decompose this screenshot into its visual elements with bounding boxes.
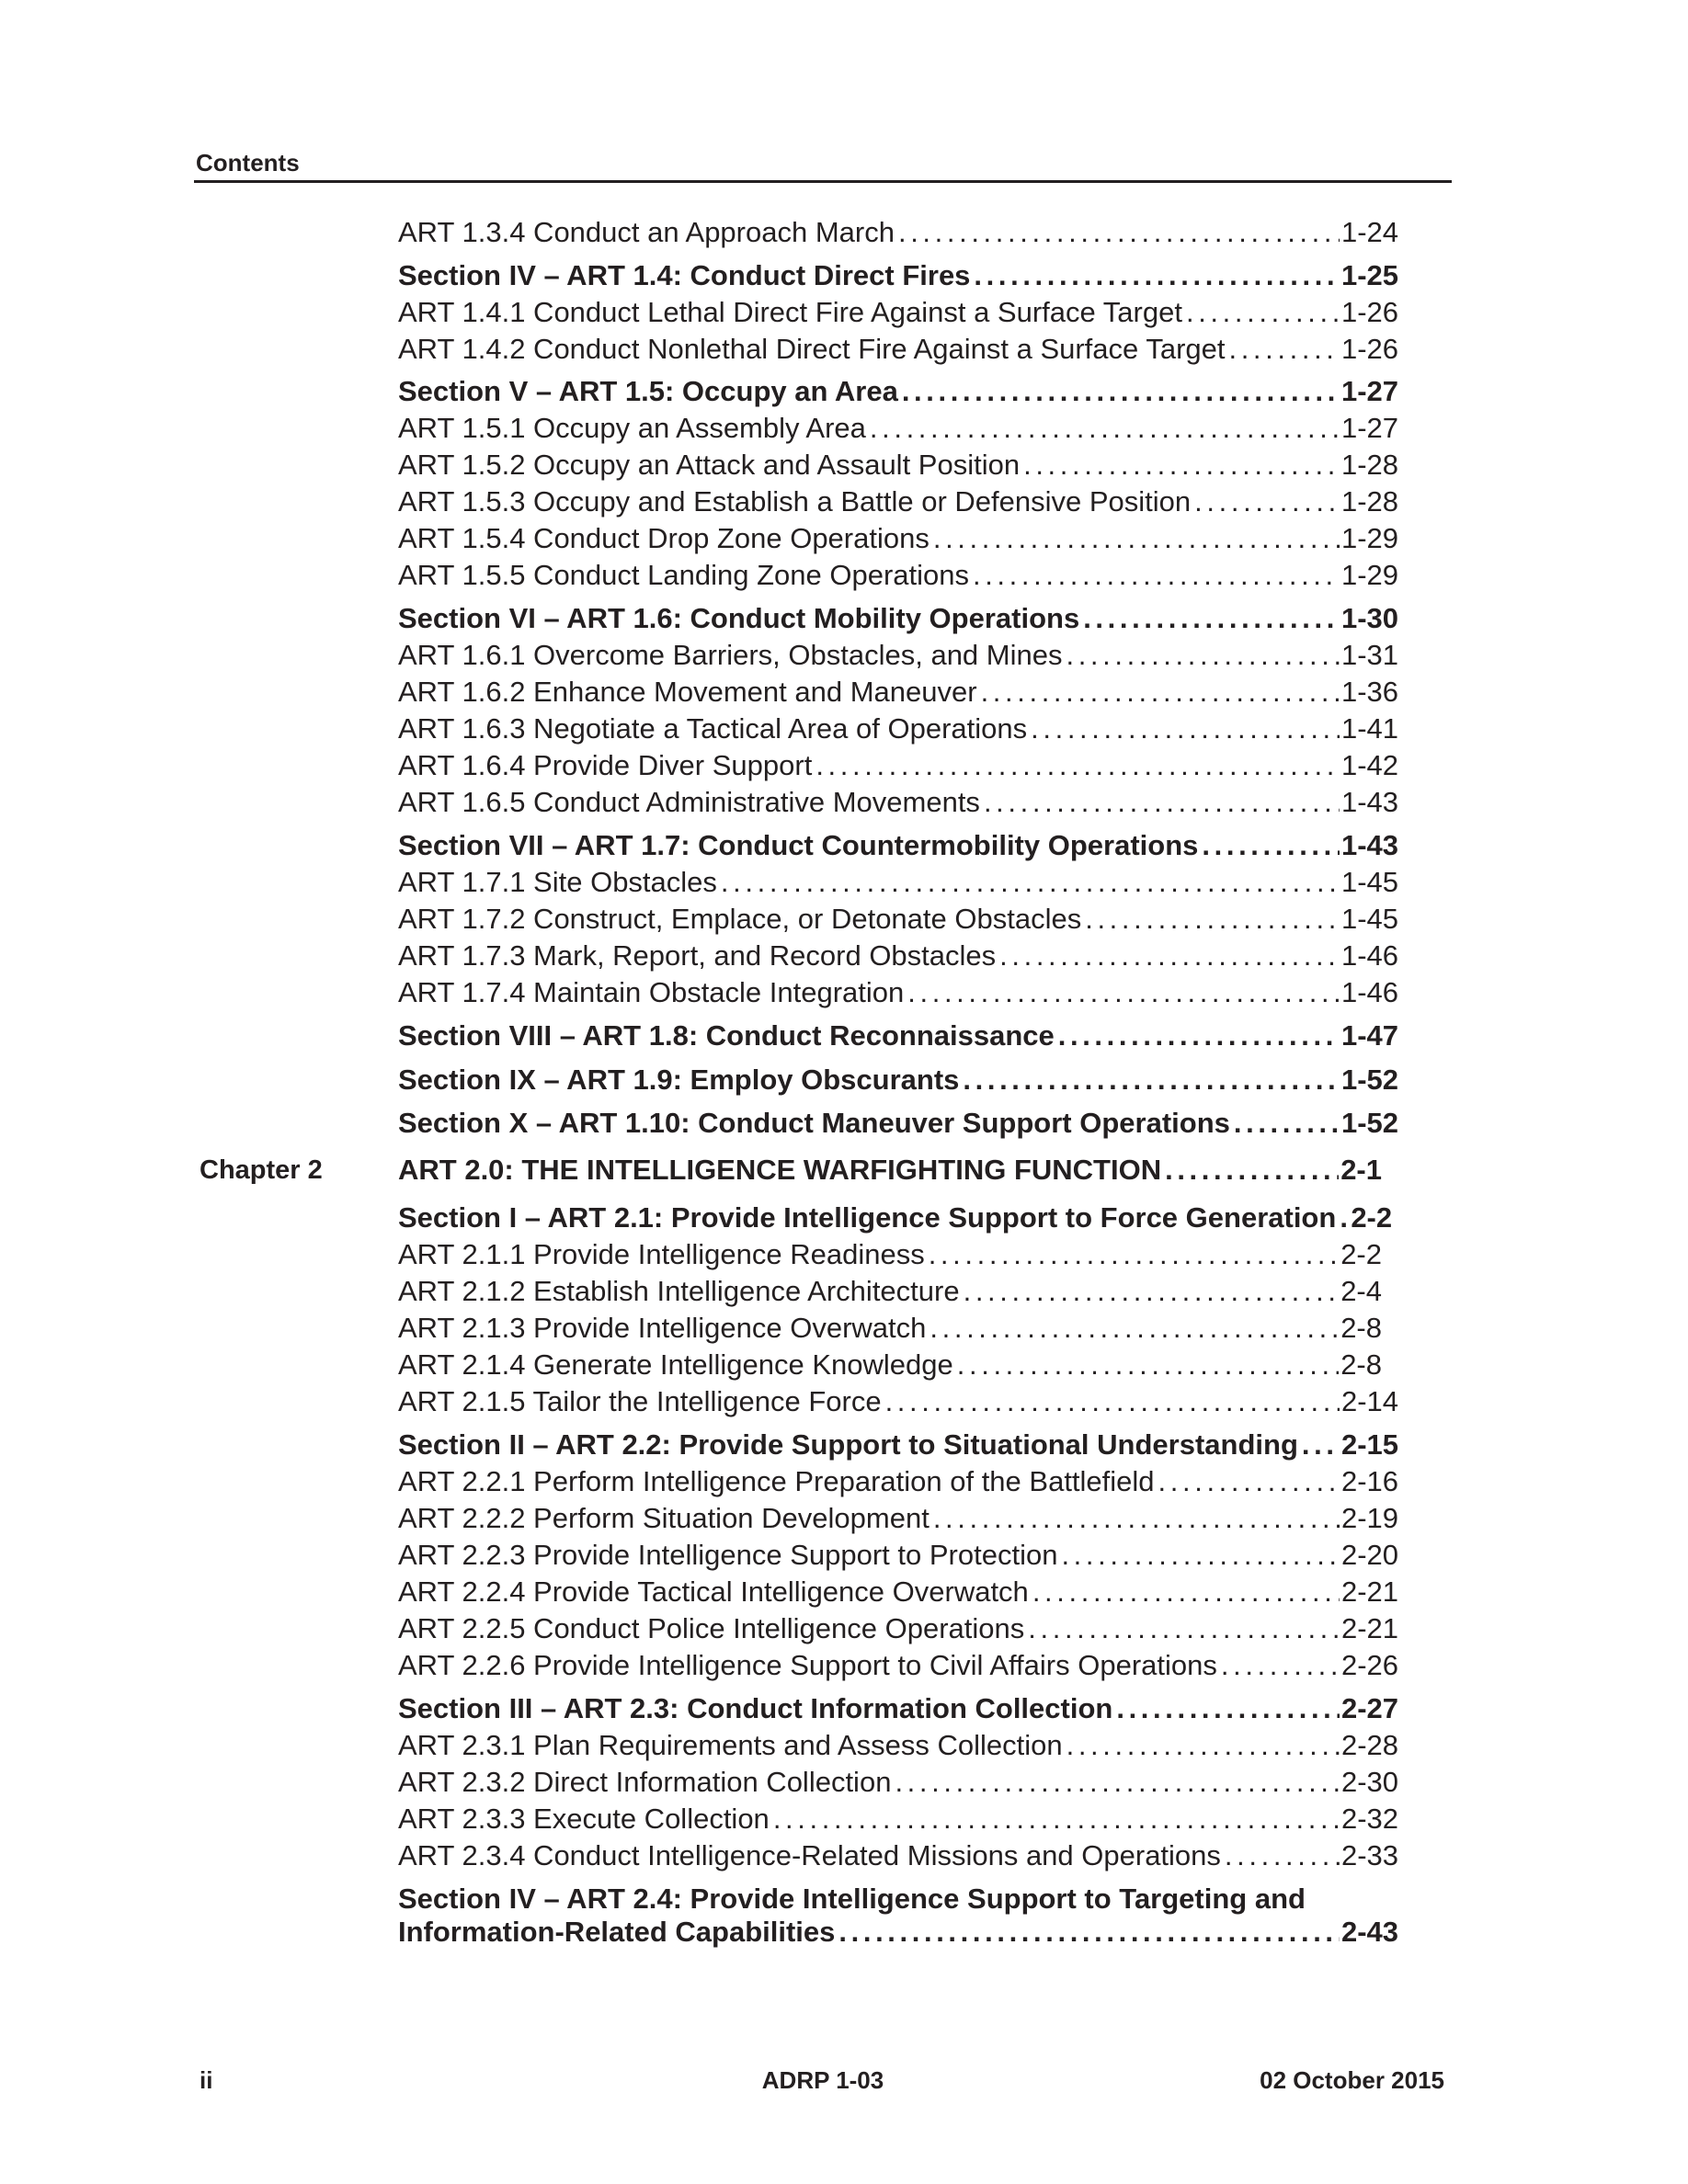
toc-entry-page: 2-43 [1340,1916,1398,1948]
toc-entry-title: ART 1.5.1 Occupy an Assembly Area [398,412,866,444]
toc-entry-title: ART 2.1.3 Provide Intelligence Overwatch [398,1312,927,1344]
dot-leader [898,214,1340,251]
toc-entry [398,711,1398,747]
toc-entry [398,864,1398,901]
toc-entry-title: ART 2.3.4 Conduct Intelligence-Related Missions and Operations [398,1839,1221,1871]
toc-entry-title: ART 1.3.4 Conduct an Approach March [398,216,895,248]
toc-entry-title: ART 1.5.5 Conduct Landing Zone Operations [398,559,969,591]
toc-entry [398,1727,1398,1764]
toc-entry-title: ART 2.0: THE INTELLIGENCE WARFIGHTING FUNCTION [398,1154,1162,1186]
toc-entry-page: 1-29 [1340,522,1398,554]
toc-entry-page: 1-29 [1340,559,1398,591]
page-header: Contents [196,149,300,176]
toc-entry-title: ART 1.5.3 Occupy and Establish a Battle or Defensive Position [398,485,1192,518]
toc-entry-title: Section II – ART 2.2: Provide Support to Situational Understanding [398,1428,1298,1461]
dot-leader [984,784,1340,821]
dot-leader [895,1764,1340,1801]
toc-section-entry [398,1018,1398,1054]
toc-entry-page: 1-43 [1340,786,1398,818]
toc-entry-title: ART 2.2.6 Provide Intelligence Support to Civil Affairs Operations [398,1649,1217,1681]
toc-entry-title: ART 2.3.1 Plan Requirements and Assess Collection [398,1729,1063,1761]
toc-entry-title: Section VI – ART 1.6: Conduct Mobility Operations [398,602,1080,634]
toc-entry-page: 1-46 [1340,939,1398,972]
toc-entry [398,784,1398,821]
toc-entry [398,1837,1398,1874]
dot-leader [1058,1018,1340,1054]
toc-entry-page: 2-4 [1340,1275,1382,1307]
dot-leader [1225,1837,1340,1874]
toc-section-entry [398,1914,1398,1951]
toc-entry [398,1273,1382,1310]
toc-entry-page: 2-2 [1351,1201,1393,1234]
toc-entry [398,410,1398,447]
toc-entry-page: 1-43 [1340,829,1398,861]
toc-section-entry [398,1062,1398,1098]
toc-entry-page: 1-28 [1340,485,1398,518]
toc-entry [398,483,1398,520]
toc-entry-page: 1-31 [1340,639,1398,671]
toc-entry-title: Section IV – ART 1.4: Conduct Direct Fires [398,259,971,291]
toc-entry-title: ART 1.6.5 Conduct Administrative Movements [398,786,980,818]
toc-entry [398,1801,1398,1837]
dot-leader [1202,827,1340,864]
toc-entry-title: ART 2.1.5 Tailor the Intelligence Force [398,1385,882,1417]
dot-leader [1234,1105,1340,1142]
dot-leader [1032,1574,1340,1610]
toc-entry [398,938,1398,974]
toc-entry-page: 1-26 [1340,296,1398,328]
toc-entry [398,1574,1398,1610]
toc-section-entry [398,600,1398,637]
dot-leader [999,938,1340,974]
chapter-label: Chapter 2 [200,1155,323,1185]
toc-entry-page: 1-30 [1340,602,1398,634]
toc-entry-page: 1-41 [1340,712,1398,745]
toc-entry-page: 1-52 [1340,1107,1398,1139]
toc-section-entry [398,827,1398,864]
toc-entry-page: 2-30 [1340,1766,1398,1798]
toc-section-entry [398,1200,1393,1236]
dot-leader [907,974,1340,1011]
toc-section-entry-line1: Section IV – ART 2.4: Provide Intelligence Support to Targeting and [398,1883,1306,1915]
toc-section-entry [398,1690,1398,1727]
toc-entry [398,214,1398,251]
toc-entry-page: 1-42 [1340,749,1398,781]
toc-entry-page: 2-19 [1340,1502,1398,1534]
toc-entry-page: 2-8 [1340,1348,1382,1381]
dot-leader [973,557,1340,594]
toc-entry [398,1500,1398,1537]
toc-entry-title: Section VIII – ART 1.8: Conduct Reconnaissance [398,1019,1055,1052]
dot-leader [963,1062,1340,1098]
toc-entry [398,1383,1398,1420]
toc-entry-title: ART 1.5.2 Occupy an Attack and Assault Position [398,449,1021,481]
dot-leader [1116,1690,1340,1727]
toc-entry [398,1310,1382,1347]
toc-entry-title: Section X – ART 1.10: Conduct Maneuver Support Operations [398,1107,1230,1139]
toc-entry [398,447,1398,483]
toc-entry-page: 2-20 [1340,1539,1398,1571]
toc-entry [398,557,1398,594]
toc-section-entry [398,1105,1398,1142]
toc-entry [398,974,1398,1011]
dot-leader [721,864,1340,901]
toc-entry-title: ART 2.2.2 Perform Situation Development [398,1502,930,1534]
toc-entry-title: Section IX – ART 1.9: Employ Obscurants [398,1064,960,1096]
toc-entry-page: 2-27 [1340,1692,1398,1724]
dot-leader [1186,294,1340,331]
dot-leader [974,257,1340,294]
toc-entry [398,1610,1398,1647]
dot-leader [930,1310,1339,1347]
toc-entry-title: ART 2.1.4 Generate Intelligence Knowledge [398,1348,953,1381]
toc-entry-title: Section VII – ART 1.7: Conduct Countermobility Operations [398,829,1199,861]
toc-entry-title: Section III – ART 2.3: Conduct Information Collection [398,1692,1113,1724]
toc-entry-page: 1-27 [1340,375,1398,407]
toc-entry-title: ART 2.1.1 Provide Intelligence Readiness [398,1238,925,1270]
dot-leader [1340,1200,1349,1236]
toc-entry-title: Section V – ART 1.5: Occupy an Area [398,375,898,407]
toc-entry-page: 1-28 [1340,449,1398,481]
toc-entry-title: ART 2.2.1 Perform Intelligence Preparation of the Battlefield [398,1465,1155,1497]
toc-entry-title: ART 1.4.2 Conduct Nonlethal Direct Fire Against a Surface Target [398,333,1226,365]
dot-leader [957,1347,1339,1383]
toc-entry-title: ART 2.2.4 Provide Tactical Intelligence Overwatch [398,1575,1029,1608]
toc-entry-page: 1-46 [1340,976,1398,1008]
toc-entry-page: 2-1 [1340,1154,1382,1186]
toc-entry-title: ART 1.7.2 Construct, Emplace, or Detonate Obstacles [398,903,1082,935]
dot-leader [1023,447,1340,483]
toc-entry-title: Information-Related Capabilities [398,1916,836,1948]
toc-entry-page: 2-15 [1340,1428,1398,1461]
toc-section-entry [398,1427,1398,1463]
dot-leader [1066,637,1339,674]
toc-entry [398,294,1398,331]
toc-entry-title: ART 2.2.5 Conduct Police Intelligence Operations [398,1612,1025,1644]
toc-entry-page: 1-27 [1340,412,1398,444]
toc-entry [398,1236,1382,1273]
toc-entry-page: 1-36 [1340,676,1398,708]
toc-entry-page: 1-25 [1340,259,1398,291]
toc-entry-page: 2-33 [1340,1839,1398,1871]
toc-entry-page: 2-32 [1340,1803,1398,1835]
toc-chapter-entry [398,1152,1382,1189]
toc-entry [398,1647,1398,1684]
toc-entry-title: ART 1.6.1 Overcome Barriers, Obstacles, and Mines [398,639,1063,671]
dot-leader [838,1914,1340,1951]
toc-entry [398,747,1398,784]
toc-entry-page: 1-52 [1340,1064,1398,1096]
toc-entry-title: ART 2.3.2 Direct Information Collection [398,1766,892,1798]
footer-date: 02 October 2015 [1260,2066,1444,2094]
toc-entry-title: ART 1.6.2 Enhance Movement and Maneuver [398,676,977,708]
toc-entry-page: 2-14 [1340,1385,1398,1417]
toc-entry [398,901,1398,938]
toc-entry [398,637,1398,674]
toc-entry-title: ART 1.4.1 Conduct Lethal Direct Fire Against a Surface Target [398,296,1182,328]
dot-leader [933,520,1340,557]
dot-leader [1194,483,1340,520]
dot-leader [1083,600,1340,637]
toc-section-entry [398,257,1398,294]
toc-entry-title: ART 1.5.4 Conduct Drop Zone Operations [398,522,930,554]
toc-entry [398,1537,1398,1574]
dot-leader [885,1383,1340,1420]
dot-leader [1165,1152,1339,1189]
toc-entry-title: ART 1.6.4 Provide Diver Support [398,749,813,781]
toc-entry-title: ART 1.7.3 Mark, Report, and Record Obstacles [398,939,997,972]
dot-leader [1028,1610,1340,1647]
toc-entry-page: 1-26 [1340,333,1398,365]
toc-entry-title: ART 1.7.4 Maintain Obstacle Integration [398,976,905,1008]
dot-leader [902,373,1340,410]
toc-entry-page: 1-47 [1340,1019,1398,1052]
toc-entry-page: 2-28 [1340,1729,1398,1761]
toc-entry [398,1463,1398,1500]
toc-entry-page: 2-2 [1340,1238,1382,1270]
dot-leader [815,747,1340,784]
dot-leader [929,1236,1339,1273]
toc-entry-page: 2-21 [1340,1575,1398,1608]
dot-leader [1066,1727,1340,1764]
dot-leader [773,1801,1340,1837]
toc-entry-page: 1-24 [1340,216,1398,248]
toc-entry-page: 2-8 [1340,1312,1382,1344]
dot-leader [1221,1647,1340,1684]
dot-leader [1061,1537,1340,1574]
dot-leader [964,1273,1340,1310]
toc-entry [398,1347,1382,1383]
toc-entry-title: Section I – ART 2.1: Provide Intelligence Support to Force Generation [398,1201,1337,1234]
dot-leader [1158,1463,1340,1500]
toc-entry [398,1764,1398,1801]
toc-entry-page: 2-16 [1340,1465,1398,1497]
dot-leader [933,1500,1340,1537]
dot-leader [1085,901,1340,938]
footer-publication: ADRP 1-03 [761,2066,884,2094]
toc-entry-page: 2-21 [1340,1612,1398,1644]
footer-page-number: ii [200,2066,213,2094]
toc-entry-title: ART 1.6.3 Negotiate a Tactical Area of Operations [398,712,1028,745]
toc-section-entry [398,373,1398,410]
dot-leader [870,410,1340,447]
toc-entry-title: ART 2.2.3 Provide Intelligence Support to Protection [398,1539,1058,1571]
toc-entry-page: 1-45 [1340,866,1398,898]
dot-leader [1302,1427,1340,1463]
dot-leader [981,674,1340,711]
toc-entry-page: 1-45 [1340,903,1398,935]
toc-entry-page: 2-26 [1340,1649,1398,1681]
toc-entry-title: ART 2.1.2 Establish Intelligence Architecture [398,1275,960,1307]
dot-leader [1228,331,1339,368]
toc-entry-title: ART 1.7.1 Site Obstacles [398,866,717,898]
toc-entry [398,674,1398,711]
toc-entry [398,520,1398,557]
toc-entry [398,331,1398,368]
toc-entry-title: ART 2.3.3 Execute Collection [398,1803,770,1835]
dot-leader [1031,711,1340,747]
